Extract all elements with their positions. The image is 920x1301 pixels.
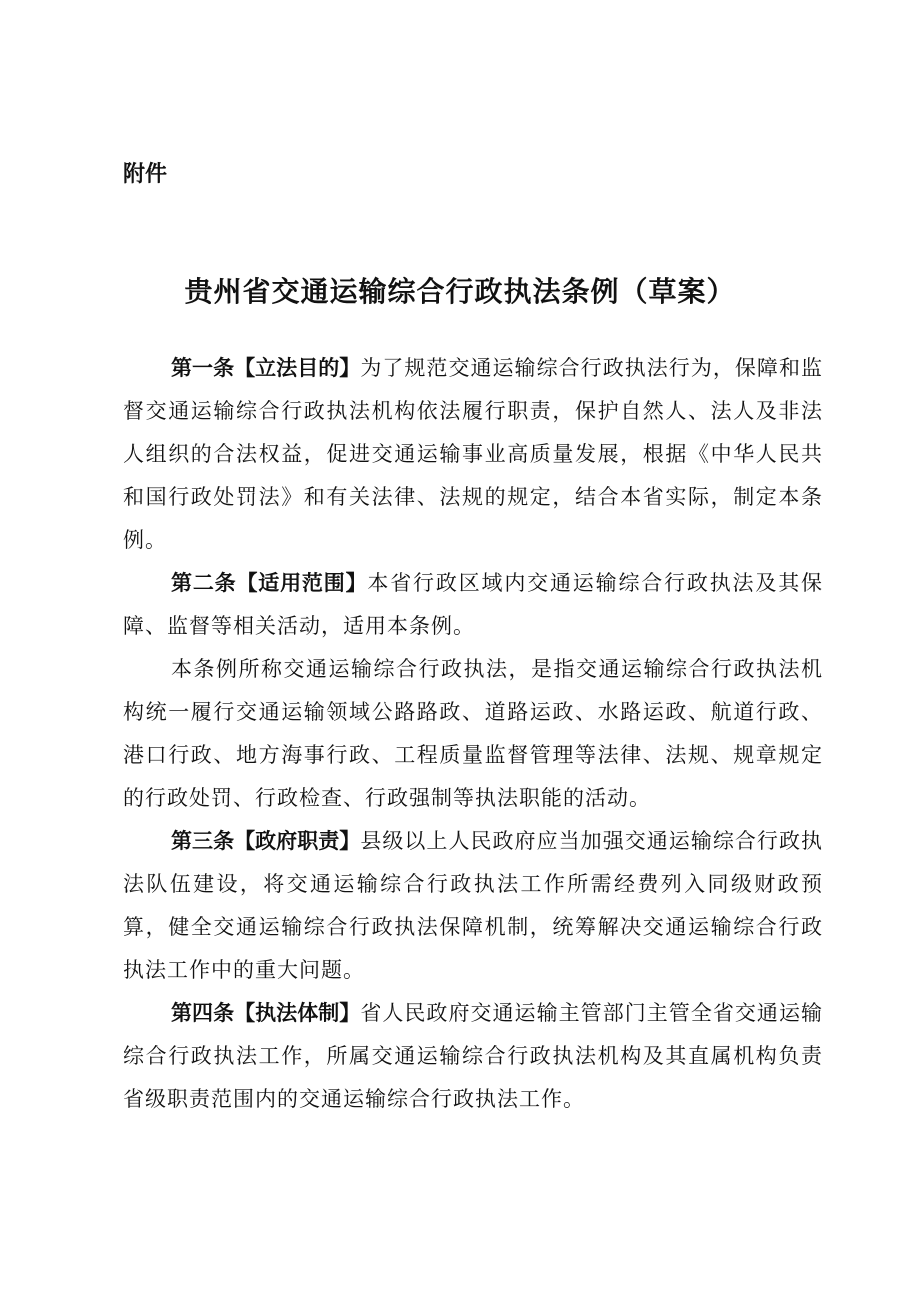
article-1-heading: 第一条【立法目的】 — [171, 356, 361, 380]
article-3-text: 县级以上人民政府应当加强交通运输综合行政执法队伍建设，将交通运输综合行政执法工作所需经费列入同级财政预算，健全交通运输综合行政执法保障机制，统筹解决交通运输综合行政执法工作中的重大问题。 — [123, 829, 824, 982]
article-1 — [123, 347, 823, 562]
article-2-text: 本省行政区域内交通运输综合行政执法及其保障、监督等相关活动，适用本条例。 — [123, 571, 824, 638]
article-1-text: 为了规范交通运输综合行政执法行为，保障和监督交通运输综合行政执法机构依法履行职责，保护自然人、法人及非法人组织的合法权益，促进交通运输事业高质量发展，根据《中华人民共和国行政处罚法》和有关法律、法规的规定，结合本省实际，制定本条例。 — [123, 356, 824, 552]
article-4 — [123, 992, 823, 1121]
article-2-heading: 第二条【适用范围】 — [171, 571, 368, 595]
article-3-heading: 第三条【政府职责】 — [171, 829, 361, 853]
document-title: 贵州省交通运输综合行政执法条例（草案） — [184, 275, 736, 308]
document-body — [123, 347, 823, 1121]
attachment-label: 附件 — [123, 162, 168, 187]
article-3 — [123, 820, 823, 992]
article-4-heading: 第四条【执法体制】 — [171, 1001, 361, 1025]
article-2-paragraph-2: 本条例所称交通运输综合行政执法，是指交通运输综合行政执法机构统一履行交通运输领域公路路政、道路运政、水路运政、航道行政、港口行政、地方海事行政、工程质量监督管理等法律、法规、规章规定的行政处罚、行政检查、行政强制等执法职能的活动。 — [123, 657, 823, 810]
article-2 — [123, 562, 823, 648]
article-4-text: 省人民政府交通运输主管部门主管全省交通运输综合行政执法工作，所属交通运输综合行政执法机构及其直属机构负责省级职责范围内的交通运输综合行政执法工作。 — [123, 1001, 824, 1111]
